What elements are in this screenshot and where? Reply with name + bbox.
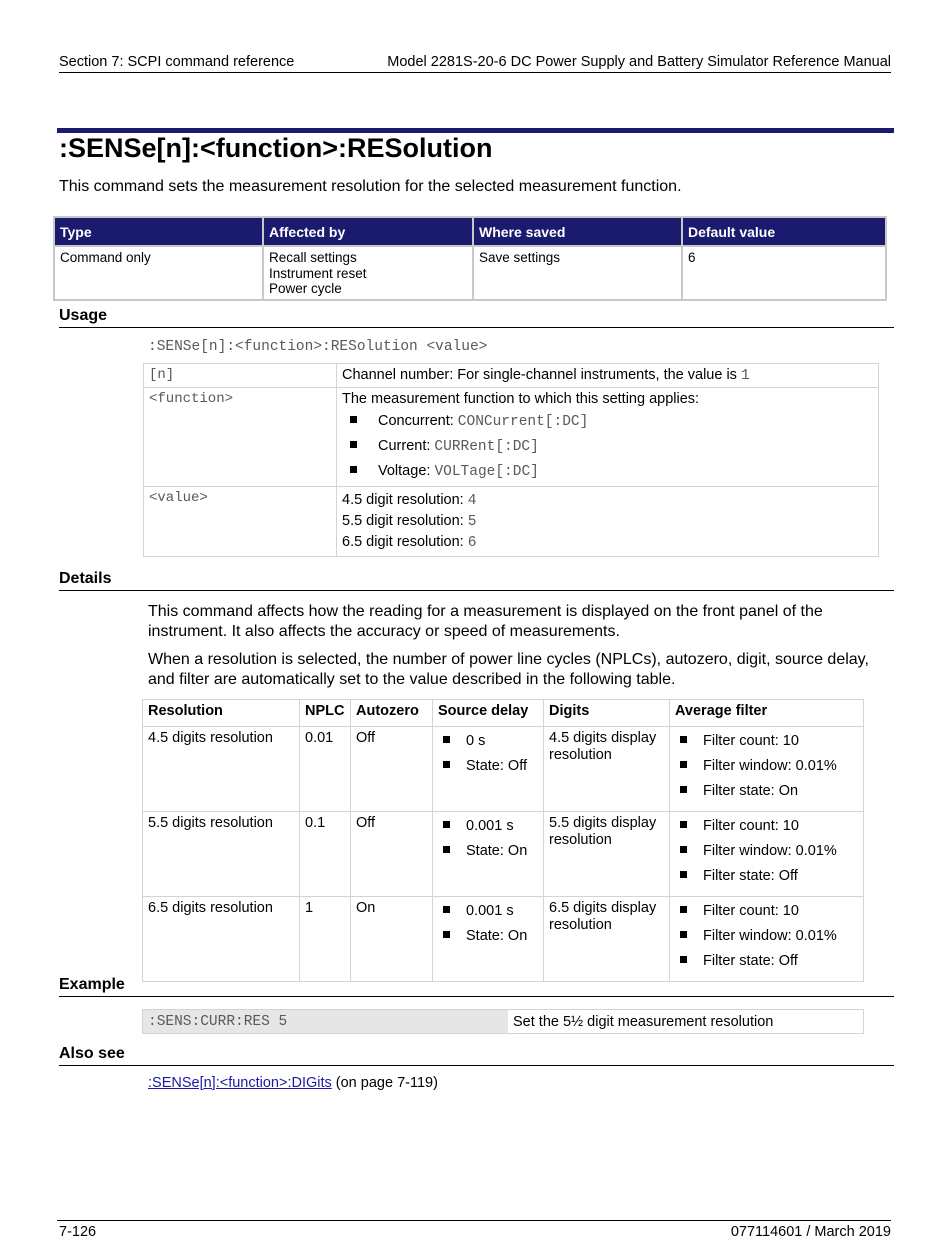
props-where-saved: Save settings: [473, 246, 682, 300]
cell-autozero: On: [351, 897, 433, 982]
example-heading: Example: [59, 976, 894, 997]
example-desc: Set the 5½ digit measurement resolution: [513, 1013, 774, 1030]
affected-item: Recall settings: [269, 250, 357, 265]
list-item: Filter window: 0.01%: [675, 928, 858, 945]
param-desc-text: The measurement function to which this setting applies:: [342, 391, 700, 407]
cell-source-delay: [433, 812, 544, 897]
value-code: 4: [467, 493, 477, 509]
cell-digits: 6.5 digits display resolution: [544, 897, 670, 982]
value-label: 4.5 digit resolution:: [342, 492, 468, 508]
item-label: Concurrent:: [378, 413, 458, 429]
intro-text: This command sets the measurement resolution for the selected measurement function.: [59, 178, 682, 195]
list-item: Filter count: 10: [675, 903, 858, 920]
col-resolution: Resolution: [143, 700, 300, 727]
usage-heading: Usage: [59, 307, 894, 328]
document-number: 077114601 / March 2019: [730, 1224, 891, 1240]
list-item: Filter window: 0.01%: [675, 843, 858, 860]
cell-average-filter: [670, 812, 864, 897]
param-name: <value>: [144, 487, 337, 557]
affected-item: Power cycle: [269, 281, 342, 296]
table-row: [143, 727, 864, 812]
value-label: 5.5 digit resolution:: [342, 513, 468, 529]
param-desc: [337, 364, 879, 388]
page-title: :SENSe[n]:<function>:RESolution: [59, 133, 493, 163]
list-item: Filter state: Off: [675, 868, 858, 885]
filter-list: [675, 903, 858, 970]
cell-resolution: 4.5 digits resolution: [143, 727, 300, 812]
col-nplc: NPLC: [300, 700, 351, 727]
item-label: Current:: [378, 438, 435, 454]
example-table: [142, 1009, 864, 1034]
list-item: [342, 437, 873, 456]
props-header-type: Type: [54, 217, 263, 246]
list-item: [342, 412, 873, 431]
filter-list: [675, 733, 858, 800]
param-name: <function>: [144, 388, 337, 487]
table-row: [143, 897, 864, 982]
item-code: CURRent[:DC]: [434, 439, 539, 455]
props-header-default: Default value: [682, 217, 886, 246]
details-heading: Details: [59, 570, 894, 591]
header-manual-title: Model 2281S-20-6 DC Power Supply and Battery Simulator Reference Manual: [387, 54, 891, 70]
list-item: Filter window: 0.01%: [675, 758, 858, 775]
page-number: 7-126: [59, 1224, 97, 1240]
list-item: Filter state: Off: [675, 953, 858, 970]
page-header: [59, 54, 891, 73]
item-code: CONCurrent[:DC]: [457, 414, 589, 430]
cell-average-filter: [670, 897, 864, 982]
details-paragraph-2: When a resolution is selected, the number of power line cycles (NPLCs), autozero, digit, source delay, and filter are automatically set to the value described in the following table.: [148, 651, 869, 688]
example-code: :SENS:CURR:RES 5: [143, 1010, 509, 1034]
cell-digits: 5.5 digits display resolution: [544, 812, 670, 897]
col-digits: Digits: [544, 700, 670, 727]
list-item: Filter state: On: [675, 783, 858, 800]
affected-item: Instrument reset: [269, 265, 367, 281]
list-item: 0.001 s: [438, 818, 538, 835]
also-see-link[interactable]: :SENSe[n]:<function>:DIGits: [148, 1075, 332, 1091]
props-default: 6: [682, 246, 886, 300]
details-paragraph-1: This command affects how the reading for a measurement is displayed on the front panel of the instrument. It also affects the accuracy or speed of measurements.: [148, 603, 823, 640]
cell-resolution: 5.5 digits resolution: [143, 812, 300, 897]
list-item: [342, 462, 873, 481]
delay-list: [438, 903, 538, 945]
list-item: State: On: [438, 843, 538, 860]
list-item: State: Off: [438, 758, 538, 775]
also-see-heading: Also see: [59, 1045, 894, 1066]
list-item: 0.001 s: [438, 903, 538, 920]
cell-digits: 4.5 digits display resolution: [544, 727, 670, 812]
param-name: [n]: [144, 364, 337, 388]
function-list: [342, 412, 873, 481]
param-desc-text: Channel number: For single-channel instruments, the value is: [342, 367, 741, 383]
props-header-affected: Affected by: [263, 217, 473, 246]
list-item: 0 s: [438, 733, 538, 750]
param-desc: [337, 388, 879, 487]
properties-table: [53, 216, 887, 301]
list-item: Filter count: 10: [675, 818, 858, 835]
cell-source-delay: [433, 897, 544, 982]
cell-nplc: 1: [300, 897, 351, 982]
cell-source-delay: [433, 727, 544, 812]
filter-list: [675, 818, 858, 885]
col-average-filter: Average filter: [670, 700, 864, 727]
header-section: Section 7: SCPI command reference: [59, 54, 295, 70]
item-code: VOLTage[:DC]: [434, 464, 539, 480]
col-autozero: Autozero: [351, 700, 433, 727]
delay-list: [438, 733, 538, 775]
resolution-table: [142, 699, 864, 982]
parameters-table: [143, 363, 879, 557]
cell-autozero: Off: [351, 812, 433, 897]
value-line: [342, 511, 873, 532]
cell-resolution: 6.5 digits resolution: [143, 897, 300, 982]
param-desc: [337, 487, 879, 557]
list-item: State: On: [438, 928, 538, 945]
props-affected-by: [263, 246, 473, 300]
cell-nplc: 0.1: [300, 812, 351, 897]
page-footer: [57, 1220, 891, 1240]
value-line: [342, 490, 873, 511]
cell-average-filter: [670, 727, 864, 812]
list-item: Filter count: 10: [675, 733, 858, 750]
col-source-delay: Source delay: [433, 700, 544, 727]
cell-autozero: Off: [351, 727, 433, 812]
usage-command: :SENSe[n]:<function>:RESolution <value>: [148, 339, 488, 355]
value-code: 5: [467, 514, 477, 530]
also-see-entry: [148, 1075, 438, 1091]
item-label: Voltage:: [378, 463, 435, 479]
table-row: [143, 812, 864, 897]
also-see-page: (on page 7-119): [331, 1075, 438, 1091]
value-code: 6: [467, 535, 477, 551]
param-value-code: 1: [740, 368, 750, 384]
value-line: [342, 532, 873, 553]
delay-list: [438, 818, 538, 860]
cell-nplc: 0.01: [300, 727, 351, 812]
value-label: 6.5 digit resolution:: [342, 534, 468, 550]
props-type: Command only: [54, 246, 263, 300]
props-header-saved: Where saved: [473, 217, 682, 246]
